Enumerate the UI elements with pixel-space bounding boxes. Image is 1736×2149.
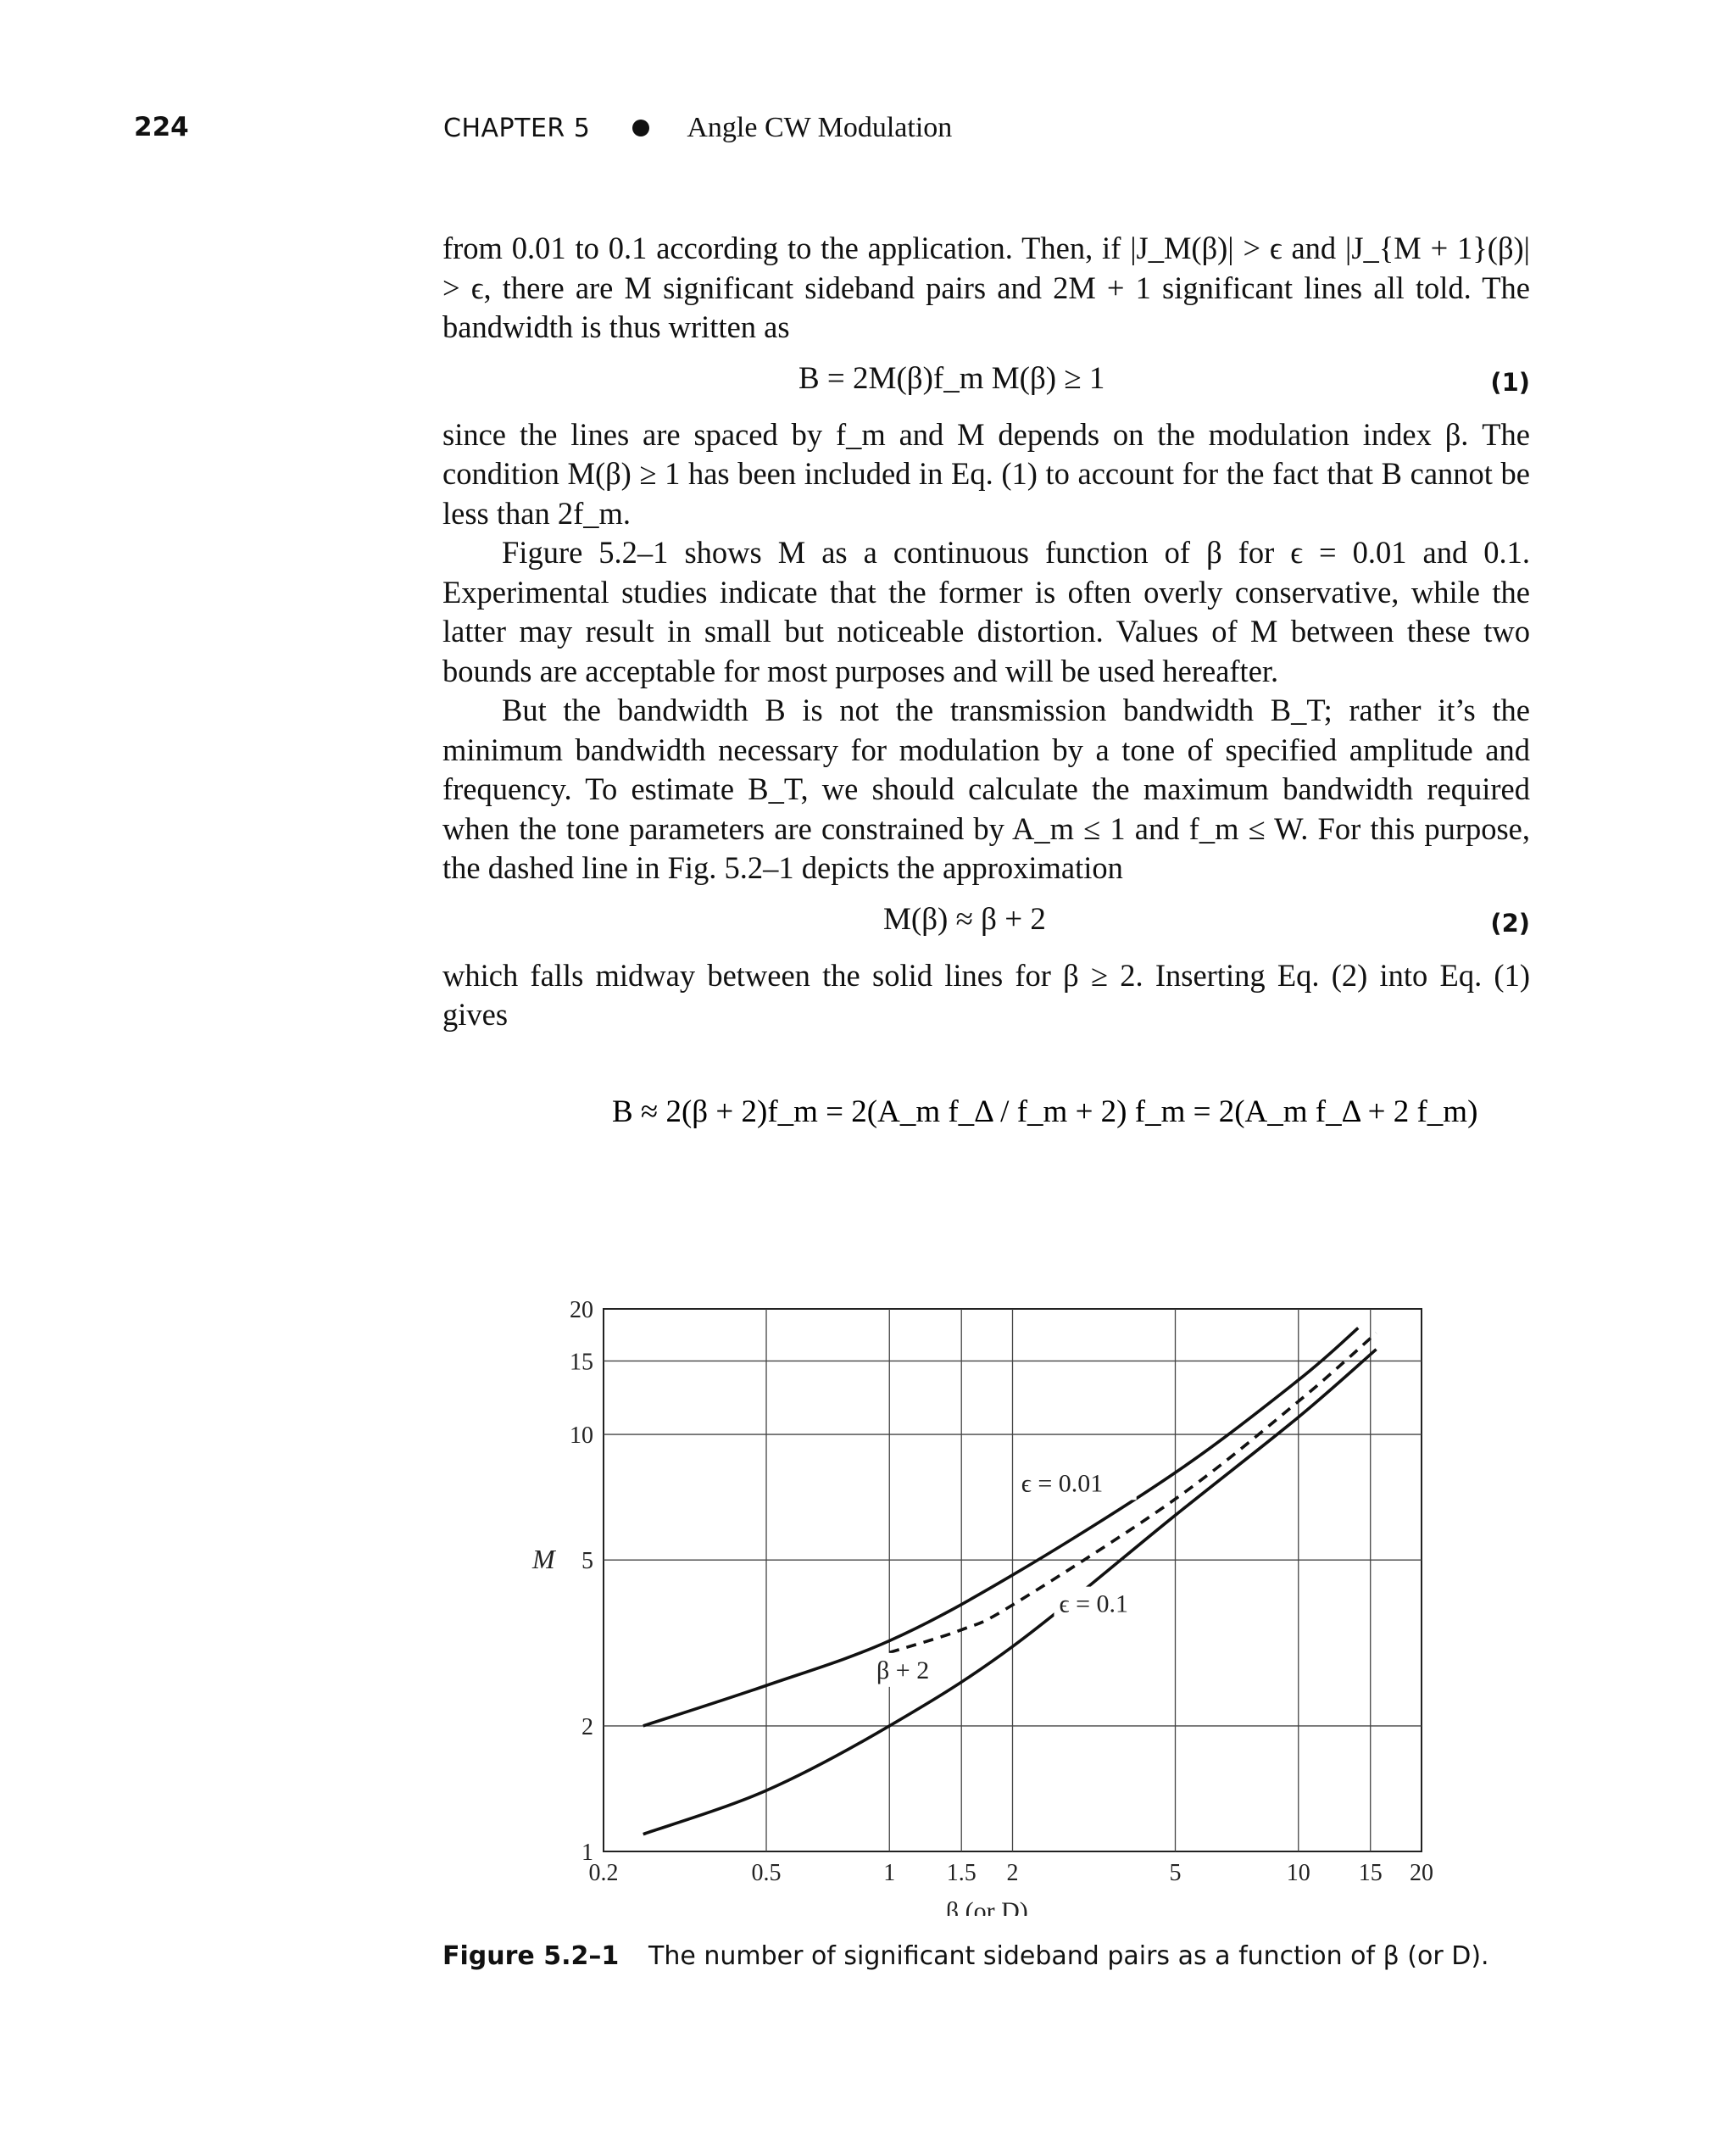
annotation-label-0: ϵ = 0.01 [1021,1469,1104,1498]
figure [509,1280,1458,1920]
annotation-label-1: ϵ = 0.1 [1059,1589,1129,1618]
y-tick-label: 15 [570,1349,593,1376]
x-tick-label: 20 [1410,1860,1433,1886]
x-tick-label: 2 [1006,1860,1019,1886]
equation-1 [442,354,1530,407]
running-head [443,112,952,144]
equation-1-text: B = 2M(β)f_m M(β) ≥ 1 [798,360,1105,396]
x-tick-label: 5 [1169,1860,1182,1886]
page-number: 224 [134,112,189,142]
x-tick-label: 15 [1358,1860,1383,1886]
annotation-label-2: β + 2 [876,1656,930,1684]
equation-1-number: (1) [1490,367,1530,397]
body-text [442,229,1530,1179]
y-tick-label: 1 [581,1840,593,1866]
x-tick-label: 1.5 [946,1860,976,1886]
chapter-label: CHAPTER 5 [443,113,591,143]
x-tick-label: 10 [1286,1860,1310,1886]
x-tick-label: 0.2 [588,1860,619,1886]
bullet-icon [632,120,649,136]
x-axis-label: β (or D) [945,1897,1028,1916]
y-tick-label: 2 [581,1713,593,1740]
x-tick-label: 1 [883,1860,896,1886]
figure-caption-text: The number of significant sideband pairs as a function of β (or D). [648,1941,1489,1971]
series-line-1 [643,1350,1377,1834]
y-tick-label: 5 [581,1548,593,1575]
chart [509,1280,1458,1916]
figure-caption [442,1941,1489,1971]
paragraph-1: from 0.01 to 0.1 according to the application. Then, if |J_M(β)| > ϵ and |J_{M + 1}(β)| > ϵ, there are M significant sideband pairs and 2M + 1 significant lines all told. The bandwidth is thus written as [442,231,1530,344]
figure-label: Figure 5.2–1 [442,1941,620,1971]
equation-2 [442,895,1530,948]
y-axis-label: M [532,1544,555,1575]
equation-2-number: (2) [1490,908,1530,938]
paragraph-4: But the bandwidth B is not the transmission bandwidth B_T; rather it’s the minimum bandwidth necessary for modulation by a tone of specified amplitude and frequency. To estimate B_T, we should calculate the maximum bandwidth required when the tone parameters are constrained by A_m ≤ 1 and f_m ≤ W. For this purpose, the dashed line in Fig. 5.2–1 depicts the approximation [442,693,1530,885]
x-tick-label: 0.5 [751,1860,782,1886]
y-tick-label: 20 [570,1297,593,1323]
series-line-0 [643,1328,1359,1726]
paragraph-3: Figure 5.2–1 shows M as a continuous function of β for ϵ = 0.01 and 0.1. Experimental studies indicate that the former is often overly conservative, while the latter may result in small but noticeable distortion. Values of M between these two bounds are acceptable for most purposes and will be used hereafter. [442,535,1530,688]
equation-3-graphic [442,1044,1530,1179]
equation-2-text: M(β) ≈ β + 2 [883,901,1046,937]
paragraph-5: which falls midway between the solid lines for β ≥ 2. Inserting Eq. (2) into Eq. (1) gives [442,957,1530,1032]
chapter-title: Angle CW Modulation [687,112,953,143]
paragraph-2: since the lines are spaced by f_m and M depends on the modulation index β. The condition M(β) ≥ 1 has been included in Eq. (1) to account for the fact that B cannot be less than 2f_m. [442,416,1530,531]
equation-3-text: B ≈ 2(β + 2)f_m = 2(A_m f_Δ / f_m + 2) f_m = 2(A_m f_Δ + 2 f_m) [612,1094,1478,1129]
equation-3 [442,1044,1530,1179]
y-tick-label: 10 [570,1422,593,1450]
